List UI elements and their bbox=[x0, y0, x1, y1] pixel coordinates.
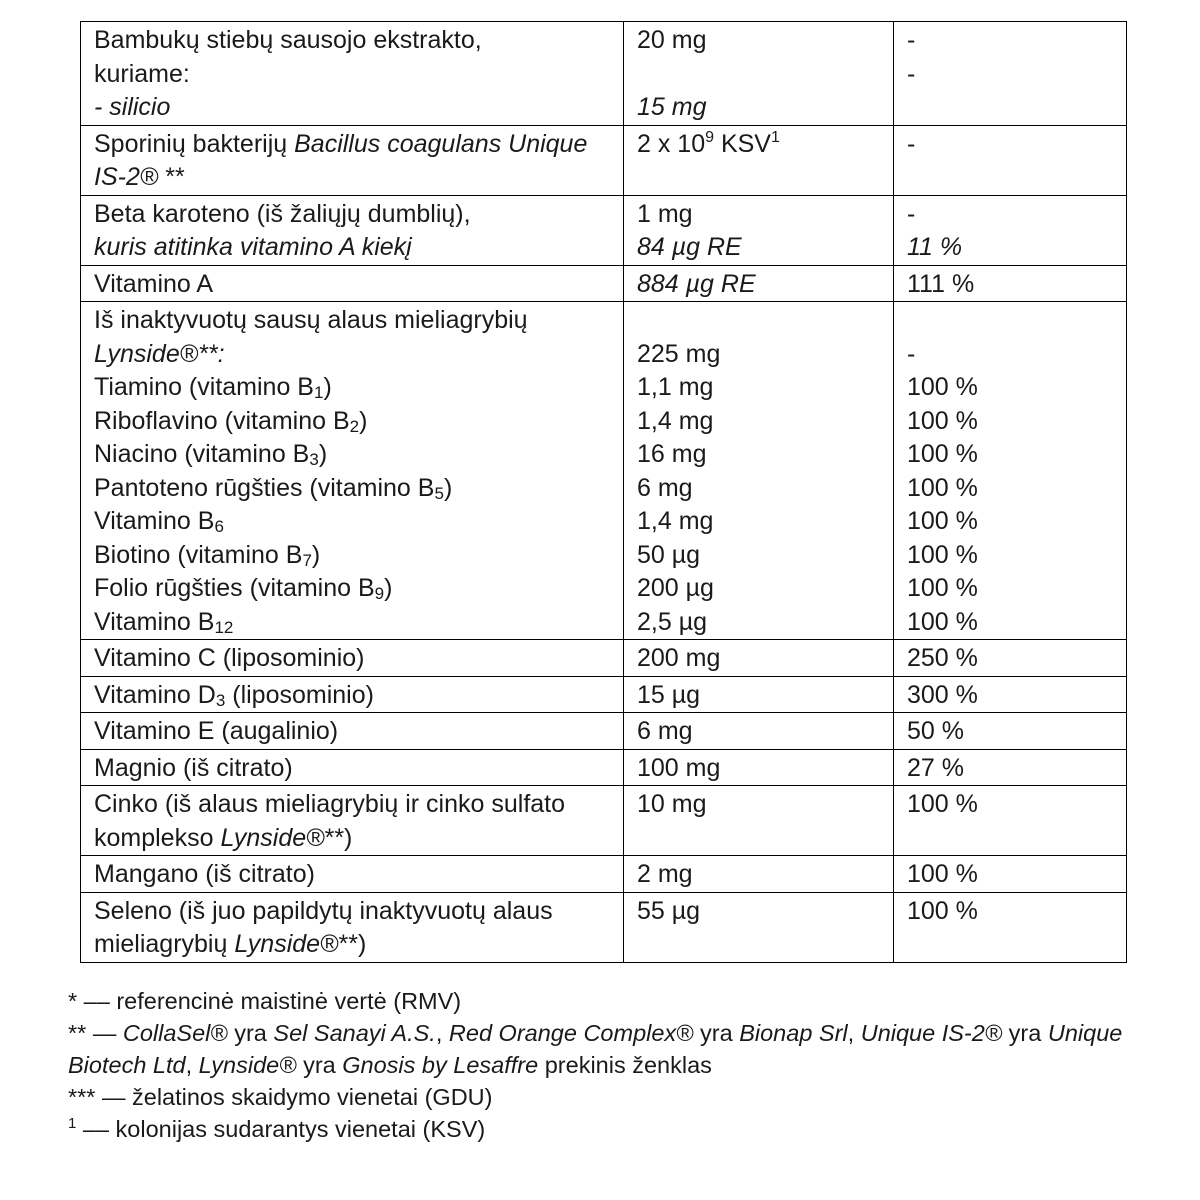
text-run: Vitamino A bbox=[94, 269, 214, 298]
amount-cell bbox=[624, 749, 894, 786]
text-run: 1,4 mg bbox=[637, 406, 714, 435]
cell-line bbox=[907, 572, 1114, 606]
text-run: 100 % bbox=[907, 373, 978, 401]
superscript-text: 1 bbox=[771, 128, 780, 146]
text-run: 100 % bbox=[907, 790, 978, 818]
cell-line bbox=[637, 198, 881, 232]
text-run: Vitamino B bbox=[94, 507, 215, 535]
text-run: Vitamino D bbox=[94, 680, 216, 709]
text-run: yra bbox=[693, 1020, 740, 1046]
cell-line bbox=[907, 895, 1114, 929]
ingredient-cell bbox=[81, 22, 624, 126]
rmv-percent-cell bbox=[894, 786, 1127, 856]
cell-line bbox=[907, 438, 1114, 472]
subscript-text: 6 bbox=[214, 517, 224, 536]
cell-line bbox=[94, 371, 611, 405]
text-run: yra bbox=[1002, 1020, 1048, 1046]
cell-line bbox=[637, 91, 881, 125]
cell-line bbox=[94, 472, 611, 506]
cell-line bbox=[907, 304, 1114, 338]
text-run: Unique bbox=[1047, 1020, 1123, 1046]
text-run: 100 mg bbox=[637, 753, 721, 782]
cell-line bbox=[637, 539, 881, 573]
cell-line bbox=[637, 268, 881, 302]
amount-cell bbox=[624, 125, 894, 195]
ingredient-cell bbox=[81, 676, 624, 713]
text-run: Pantoteno rūgšties (vitamino B bbox=[94, 473, 435, 502]
table-row bbox=[81, 676, 1127, 713]
cell-line bbox=[94, 788, 611, 822]
table-row bbox=[81, 786, 1127, 856]
text-run: ** — bbox=[68, 1020, 123, 1046]
cell-line bbox=[94, 198, 611, 232]
cell-line bbox=[94, 91, 611, 125]
cell-line bbox=[637, 58, 881, 92]
text-run: 300 % bbox=[907, 680, 978, 709]
superscript-text: 1 bbox=[68, 1115, 77, 1132]
cell-line bbox=[907, 642, 1114, 676]
text-run: 55 µg bbox=[637, 896, 701, 925]
amount-cell bbox=[624, 265, 894, 302]
cell-line bbox=[637, 128, 881, 162]
ingredient-cell bbox=[81, 892, 624, 962]
rmv-percent-cell bbox=[894, 892, 1127, 962]
text-run: - bbox=[907, 26, 916, 54]
table-row bbox=[81, 892, 1127, 962]
subscript-text: 1 bbox=[313, 383, 324, 402]
table-row bbox=[81, 22, 1127, 126]
text-run: *** — želatinos skaidymo vienetai (GDU) bbox=[68, 1084, 493, 1110]
cell-line bbox=[637, 572, 881, 606]
cell-line bbox=[94, 895, 611, 929]
text-run: - silicio bbox=[94, 93, 171, 121]
rmv-percent-cell bbox=[894, 22, 1127, 126]
ingredient-cell bbox=[81, 786, 624, 856]
text-run: 2 mg bbox=[637, 860, 693, 888]
text-run: Biotech Ltd bbox=[68, 1052, 186, 1078]
text-run: ) bbox=[318, 440, 328, 468]
table-row bbox=[81, 713, 1127, 750]
cell-line bbox=[94, 304, 611, 338]
cell-line bbox=[907, 715, 1114, 749]
cell-line bbox=[94, 58, 611, 92]
amount-cell bbox=[624, 676, 894, 713]
text-run: 100 % bbox=[907, 896, 978, 925]
text-run: 11 % bbox=[907, 233, 963, 261]
subscript-text: 12 bbox=[214, 617, 234, 637]
amount-cell bbox=[624, 786, 894, 856]
cell-line bbox=[94, 539, 611, 573]
cell-line bbox=[907, 405, 1114, 439]
cell-line bbox=[907, 752, 1114, 786]
cell-line bbox=[907, 679, 1114, 713]
cell-line bbox=[94, 928, 611, 962]
text-run: 100 % bbox=[907, 473, 978, 502]
text-run: –– kolonijas sudarantys vienetai (KSV) bbox=[76, 1116, 486, 1142]
text-run: yra bbox=[296, 1052, 343, 1078]
cell-line bbox=[907, 338, 1114, 372]
ingredient-cell bbox=[81, 713, 624, 750]
text-run: * –– referencinė maistinė vertė (RMV) bbox=[68, 988, 462, 1014]
text-run: 100 % bbox=[907, 574, 978, 602]
text-run: , bbox=[847, 1020, 861, 1046]
text-run: Red Orange Complex® bbox=[448, 1020, 694, 1046]
text-run: yra bbox=[227, 1020, 274, 1046]
text-run: Sporinių bakterijų bbox=[94, 129, 295, 158]
cell-line bbox=[94, 268, 611, 302]
cell-line bbox=[94, 822, 611, 856]
cell-line bbox=[907, 231, 1114, 265]
cell-line bbox=[94, 438, 611, 472]
cell-line bbox=[94, 405, 611, 439]
text-run: Bambukų stiebų sausojo ekstrakto, bbox=[94, 26, 482, 54]
footnote-line bbox=[68, 1081, 1168, 1113]
text-run: Vitamino C (liposominio) bbox=[94, 644, 365, 672]
cell-line bbox=[94, 715, 611, 749]
text-run: - bbox=[907, 339, 916, 368]
text-run: IS-2® bbox=[94, 163, 159, 191]
text-run: 1,1 mg bbox=[637, 373, 714, 401]
text-run: - bbox=[907, 59, 916, 88]
text-run: 84 µg RE bbox=[637, 233, 742, 261]
text-run: komplekso bbox=[94, 823, 221, 852]
text-run: - bbox=[907, 129, 916, 158]
cell-line bbox=[637, 231, 881, 265]
cell-line bbox=[637, 472, 881, 506]
text-run: Tiamino (vitamino B bbox=[94, 373, 314, 401]
cell-line bbox=[94, 679, 611, 713]
text-run: 100 % bbox=[907, 406, 978, 435]
text-run: Sel Sanayi A.S. bbox=[273, 1020, 436, 1046]
nutrition-table bbox=[80, 21, 1127, 963]
text-run: CollaSel® bbox=[122, 1020, 228, 1046]
rmv-percent-cell bbox=[894, 713, 1127, 750]
text-run: Lynside® bbox=[234, 930, 339, 958]
ingredient-cell bbox=[81, 749, 624, 786]
cell-line bbox=[637, 338, 881, 372]
cell-line bbox=[907, 606, 1114, 640]
text-run: ) bbox=[323, 373, 332, 401]
text-run: 50 % bbox=[907, 717, 964, 745]
cell-line bbox=[907, 58, 1114, 92]
cell-line bbox=[907, 128, 1114, 162]
cell-line bbox=[94, 505, 611, 539]
subscript-text: 7 bbox=[302, 550, 312, 570]
ingredient-cell bbox=[81, 195, 624, 265]
rmv-percent-cell bbox=[894, 265, 1127, 302]
cell-line bbox=[907, 505, 1114, 539]
table-row bbox=[81, 195, 1127, 265]
text-run: 2,5 µg bbox=[637, 607, 708, 636]
cell-line bbox=[94, 231, 611, 265]
text-run: Vitamino E (augalinio) bbox=[94, 717, 339, 745]
rmv-percent-cell bbox=[894, 749, 1127, 786]
text-run: 1 mg bbox=[637, 199, 693, 228]
text-run: Biotino (vitamino B bbox=[94, 540, 303, 569]
text-run: Beta karoteno (iš žaliųjų dumblių), bbox=[94, 199, 471, 228]
ingredient-cell bbox=[81, 640, 624, 677]
text-run: Bionap Srl bbox=[739, 1020, 848, 1046]
footnotes bbox=[68, 985, 1168, 1145]
subscript-text: 3 bbox=[215, 690, 226, 710]
text-run: 2 x 10 bbox=[637, 129, 706, 158]
amount-cell bbox=[624, 640, 894, 677]
cell-line bbox=[907, 858, 1114, 892]
cell-line bbox=[637, 858, 881, 892]
text-run: kuriame: bbox=[94, 59, 190, 88]
cell-line bbox=[907, 788, 1114, 822]
text-run: Riboflavino (vitamino B bbox=[94, 406, 350, 435]
text-run: Mangano (iš citrato) bbox=[94, 860, 315, 888]
cell-line bbox=[637, 752, 881, 786]
ingredient-cell bbox=[81, 125, 624, 195]
cell-line bbox=[907, 198, 1114, 232]
rmv-percent-cell bbox=[894, 125, 1127, 195]
text-run: Gnosis by Lesaffre bbox=[342, 1052, 539, 1078]
table-row bbox=[81, 125, 1127, 195]
text-run: Lynside® bbox=[220, 823, 325, 852]
table-row bbox=[81, 302, 1127, 640]
cell-line bbox=[94, 128, 611, 162]
cell-line bbox=[907, 268, 1114, 302]
text-run: ) bbox=[384, 574, 393, 602]
text-run: 225 mg bbox=[637, 339, 721, 368]
cell-line bbox=[907, 24, 1114, 58]
subscript-text: 9 bbox=[374, 584, 385, 603]
table-row bbox=[81, 640, 1127, 677]
table-row bbox=[81, 749, 1127, 786]
footnote-line bbox=[68, 1113, 1168, 1145]
cell-line bbox=[637, 438, 881, 472]
subscript-text: 5 bbox=[434, 483, 444, 503]
rmv-percent-cell bbox=[894, 195, 1127, 265]
text-run: , bbox=[185, 1052, 199, 1078]
nutrition-table-body bbox=[81, 22, 1127, 963]
table-row bbox=[81, 265, 1127, 302]
text-run: 20 mg bbox=[637, 26, 707, 54]
footnote-line bbox=[68, 1017, 1168, 1049]
text-run: 50 µg bbox=[637, 540, 701, 569]
amount-cell bbox=[624, 302, 894, 640]
text-run: 6 mg bbox=[637, 717, 693, 745]
text-run: Vitamino B bbox=[94, 607, 215, 636]
text-run: Unique IS-2® bbox=[860, 1020, 1003, 1046]
text-run: 10 mg bbox=[637, 790, 707, 818]
rmv-percent-cell bbox=[894, 676, 1127, 713]
text-run: Lynside®**: bbox=[94, 339, 225, 368]
cell-line bbox=[94, 858, 611, 892]
rmv-percent-cell bbox=[894, 640, 1127, 677]
text-run: 100 % bbox=[907, 607, 978, 636]
amount-cell bbox=[624, 892, 894, 962]
subscript-text: 3 bbox=[309, 450, 319, 469]
amount-cell bbox=[624, 22, 894, 126]
text-run: **) bbox=[338, 930, 367, 958]
cell-line bbox=[637, 371, 881, 405]
cell-line bbox=[94, 752, 611, 786]
text-run: 27 % bbox=[907, 753, 964, 782]
superscript-text: 9 bbox=[705, 128, 715, 146]
text-run: 884 µg RE bbox=[637, 269, 756, 298]
text-run: mieliagrybių bbox=[94, 930, 235, 958]
text-run: 15 mg bbox=[637, 93, 707, 121]
text-run: , bbox=[435, 1020, 449, 1046]
cell-line bbox=[94, 642, 611, 676]
text-run: prekinis ženklas bbox=[538, 1052, 712, 1078]
amount-cell bbox=[624, 713, 894, 750]
table-row bbox=[81, 856, 1127, 893]
cell-line bbox=[637, 715, 881, 749]
amount-cell bbox=[624, 856, 894, 893]
text-run: ) bbox=[443, 473, 453, 502]
text-run: Seleno (iš juo papildytų inaktyvuotų alaus bbox=[94, 896, 553, 925]
cell-line bbox=[94, 606, 611, 640]
text-run: Cinko (iš alaus mieliagrybių ir cinko sulfato bbox=[94, 790, 566, 818]
cell-line bbox=[907, 472, 1114, 506]
cell-line bbox=[637, 679, 881, 713]
text-run: 6 mg bbox=[637, 473, 693, 502]
ingredient-cell bbox=[81, 265, 624, 302]
text-run: 15 µg bbox=[637, 680, 701, 709]
text-run: Niacino (vitamino B bbox=[94, 440, 310, 468]
cell-line bbox=[94, 572, 611, 606]
text-run: Magnio (iš citrato) bbox=[94, 753, 293, 782]
text-run: 111 % bbox=[907, 269, 975, 298]
cell-line bbox=[94, 338, 611, 372]
text-run: 16 mg bbox=[637, 440, 707, 468]
subscript-text: 2 bbox=[349, 416, 360, 436]
rmv-percent-cell bbox=[894, 302, 1127, 640]
cell-line bbox=[637, 405, 881, 439]
ingredient-cell bbox=[81, 302, 624, 640]
text-run: 100 % bbox=[907, 440, 978, 468]
cell-line bbox=[637, 642, 881, 676]
amount-cell bbox=[624, 195, 894, 265]
cell-line bbox=[907, 539, 1114, 573]
text-run: 250 % bbox=[907, 644, 978, 672]
text-run: 100 % bbox=[907, 860, 978, 888]
text-run: - bbox=[907, 199, 916, 228]
text-run: 100 % bbox=[907, 507, 978, 535]
text-run: Folio rūgšties (vitamino B bbox=[94, 574, 375, 602]
text-run: ** bbox=[158, 163, 185, 191]
cell-line bbox=[637, 505, 881, 539]
ingredient-cell bbox=[81, 856, 624, 893]
footnote-line bbox=[68, 1049, 1168, 1081]
text-run: (liposominio) bbox=[225, 680, 374, 709]
text-run: 200 µg bbox=[637, 574, 714, 602]
text-run: Bacillus coagulans Unique bbox=[294, 129, 588, 158]
cell-line bbox=[637, 606, 881, 640]
cell-line bbox=[907, 371, 1114, 405]
footnote-line bbox=[68, 985, 1168, 1017]
text-run: ) bbox=[311, 540, 321, 569]
text-run: **) bbox=[324, 823, 353, 852]
cell-line bbox=[94, 161, 611, 195]
cell-line bbox=[637, 24, 881, 58]
cell-line bbox=[637, 304, 881, 338]
text-run: Lynside® bbox=[198, 1052, 297, 1078]
cell-line bbox=[637, 895, 881, 929]
text-run: Iš inaktyvuotų sausų alaus mieliagrybių bbox=[94, 306, 528, 334]
text-run: 1,4 mg bbox=[637, 507, 714, 535]
text-run: ) bbox=[359, 406, 368, 435]
text-run: 100 % bbox=[907, 540, 978, 569]
text-run: 200 mg bbox=[637, 644, 721, 672]
text-run: KSV bbox=[714, 129, 771, 158]
rmv-percent-cell bbox=[894, 856, 1127, 893]
cell-line bbox=[94, 24, 611, 58]
text-run: kuris atitinka vitamino A kiekį bbox=[94, 233, 412, 261]
cell-line bbox=[637, 788, 881, 822]
